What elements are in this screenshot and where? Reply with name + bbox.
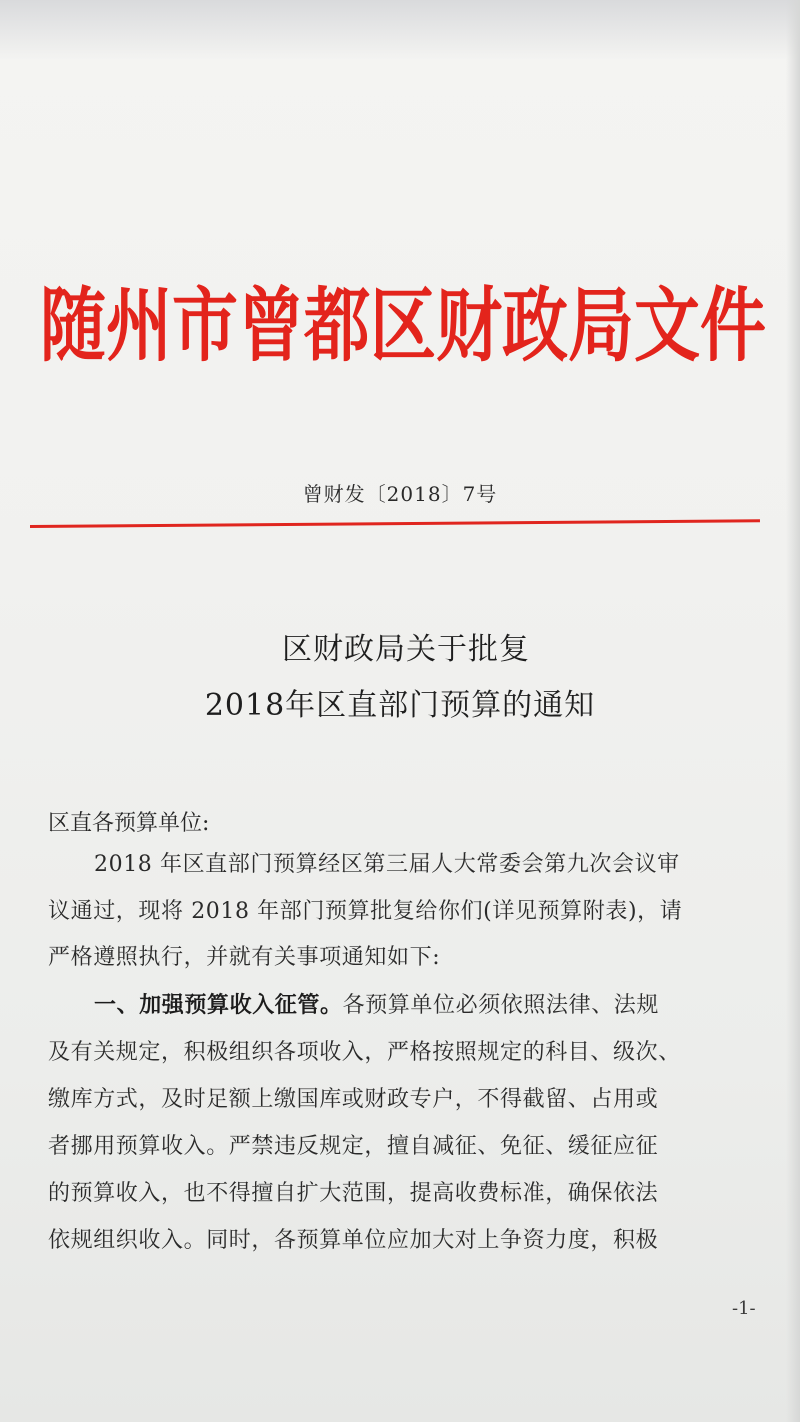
red-separator-line [30,519,760,528]
section-1-first-line-text: 各预算单位必须依照法律、法规 [342,993,660,1018]
section-1-line: 者挪用预算收入。严禁违反规定，擅自减征、免征、缓征应征 [48,1134,659,1159]
section-1-line: 的预算收入，也不得擅自扩大范围，提高收费标准，确保依法 [48,1181,659,1206]
salutation: 区直各预算单位: [48,811,210,836]
notice-title-line-1: 区财政局关于批复 [282,632,530,667]
body-paragraph-line: 2018 年区直部门预算经区第三届人大常委会第九次会议审 [94,852,680,877]
body-paragraph-line: 严格遵照执行，并就有关事项通知如下: [48,945,441,970]
section-1-line: 缴库方式，及时足额上缴国库或财政专户，不得截留、占用或 [48,1087,659,1112]
top-shadow [0,0,800,60]
section-1-line: 及有关规定，积极组织各项收入，严格按照规定的科目、级次、 [48,1040,681,1065]
notice-title-line-2: 2018年区直部门预算的通知 [204,688,596,723]
body-paragraph-line: 议通过，现将 2018 年部门预算批复给你们(详见预算附表)，请 [48,899,683,924]
section-1-first-line [94,992,800,1020]
page-number: -1- [732,1298,756,1319]
issuing-organization-title: 随州市曾都区财政局文件 [40,278,766,373]
section-1-line: 依规组织收入。同时，各预算单位应加大对上争资力度，积极 [48,1228,659,1253]
document-number: 曾财发〔2018〕7号 [302,482,498,506]
section-1-heading: 一、加强预算收入征管。 [94,993,343,1018]
